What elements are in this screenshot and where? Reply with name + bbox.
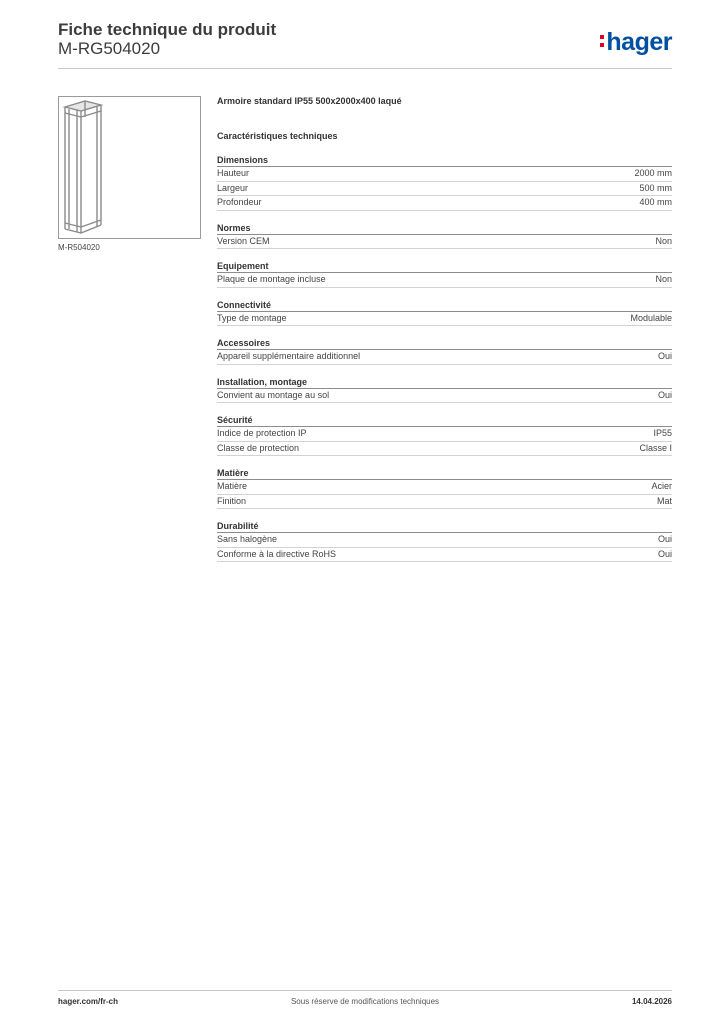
spec-row: [217, 196, 672, 211]
spec-row: [217, 495, 672, 510]
spec-row: [217, 389, 672, 404]
group-title: Sécurité: [217, 414, 672, 427]
spec-label: Classe de protection: [217, 442, 300, 453]
spec-group-normes: [217, 222, 672, 250]
spec-value: IP55: [653, 428, 672, 438]
hager-logo: [600, 28, 672, 57]
footer-website-link[interactable]: hager.com/fr-ch: [58, 997, 119, 1006]
header-divider: [58, 68, 672, 69]
spec-group-securite: [217, 414, 672, 456]
spec-group-equipement: [217, 260, 672, 288]
footer-date: 14.04.2026: [631, 997, 672, 1006]
spec-row: [217, 548, 672, 563]
group-title: Dimensions: [217, 154, 672, 167]
spec-label: Appareil supplémentaire additionnel: [217, 351, 361, 361]
product-image: [58, 96, 201, 239]
footer-divider: [58, 990, 672, 991]
spec-row: [217, 533, 672, 548]
spec-row: [217, 350, 672, 365]
spec-value: Acier: [651, 481, 672, 491]
spec-value: Mat: [656, 495, 672, 506]
spec-group-installation: [217, 376, 672, 404]
group-title: Equipement: [217, 260, 672, 273]
spec-value: 400 mm: [639, 197, 672, 207]
product-code: M-RG504020: [58, 39, 161, 58]
spec-value: Non: [655, 235, 672, 246]
product-name: Armoire standard IP55 500x2000x400 laqué: [217, 96, 402, 106]
group-title: Connectivité: [217, 299, 672, 312]
spec-value: Oui: [657, 548, 672, 559]
spec-label: Sans halogène: [217, 534, 278, 544]
spec-label: Matière: [217, 481, 248, 491]
page-header: [58, 20, 672, 70]
cabinet-frame-icon: [59, 97, 200, 238]
spec-row: [217, 480, 672, 495]
group-title: Installation, montage: [217, 376, 672, 389]
spec-label: Version CEM: [217, 235, 270, 246]
spec-group-matiere: [217, 467, 672, 509]
spec-value: Oui: [657, 534, 672, 544]
spec-value: Oui: [657, 351, 672, 361]
section-heading: Caractéristiques techniques: [217, 131, 338, 141]
group-title: Normes: [217, 222, 672, 235]
footer-disclaimer: Sous réserve de modifications techniques: [290, 997, 440, 1006]
logo-mark-icon: [600, 32, 604, 50]
image-caption: M-R504020: [58, 243, 100, 252]
spec-group-connectivite: [217, 299, 672, 327]
group-title: Durabilité: [217, 520, 672, 533]
spec-label: Largeur: [217, 182, 249, 193]
product-details: [217, 95, 672, 562]
spec-label: Finition: [217, 495, 247, 506]
spec-group-dimensions: [217, 154, 672, 211]
spec-row: [217, 427, 672, 442]
spec-label: Plaque de montage incluse: [217, 274, 326, 284]
spec-row: [217, 167, 672, 182]
group-title: Accessoires: [217, 337, 672, 350]
spec-label: Type de montage: [217, 312, 287, 323]
page-title: Fiche technique du produit: [58, 20, 277, 39]
spec-label: Hauteur: [217, 168, 250, 178]
spec-row: [217, 273, 672, 288]
spec-value: 2000 mm: [634, 168, 672, 178]
spec-value: Modulable: [630, 312, 672, 323]
spec-row: [217, 182, 672, 197]
spec-value: 500 mm: [639, 182, 672, 193]
spec-row: [217, 442, 672, 457]
spec-row: [217, 235, 672, 250]
spec-value: Classe I: [639, 442, 672, 453]
spec-row: [217, 312, 672, 327]
spec-group-accessoires: [217, 337, 672, 365]
spec-label: Profondeur: [217, 197, 262, 207]
group-title: Matière: [217, 467, 672, 480]
spec-label: Convient au montage au sol: [217, 389, 330, 400]
page-footer: [58, 997, 672, 1009]
logo-text: hager: [606, 28, 672, 56]
spec-label: Indice de protection IP: [217, 428, 307, 438]
spec-label: Conforme à la directive RoHS: [217, 548, 337, 559]
spec-value: Oui: [657, 389, 672, 400]
spec-group-durabilite: [217, 520, 672, 562]
spec-value: Non: [655, 274, 672, 284]
